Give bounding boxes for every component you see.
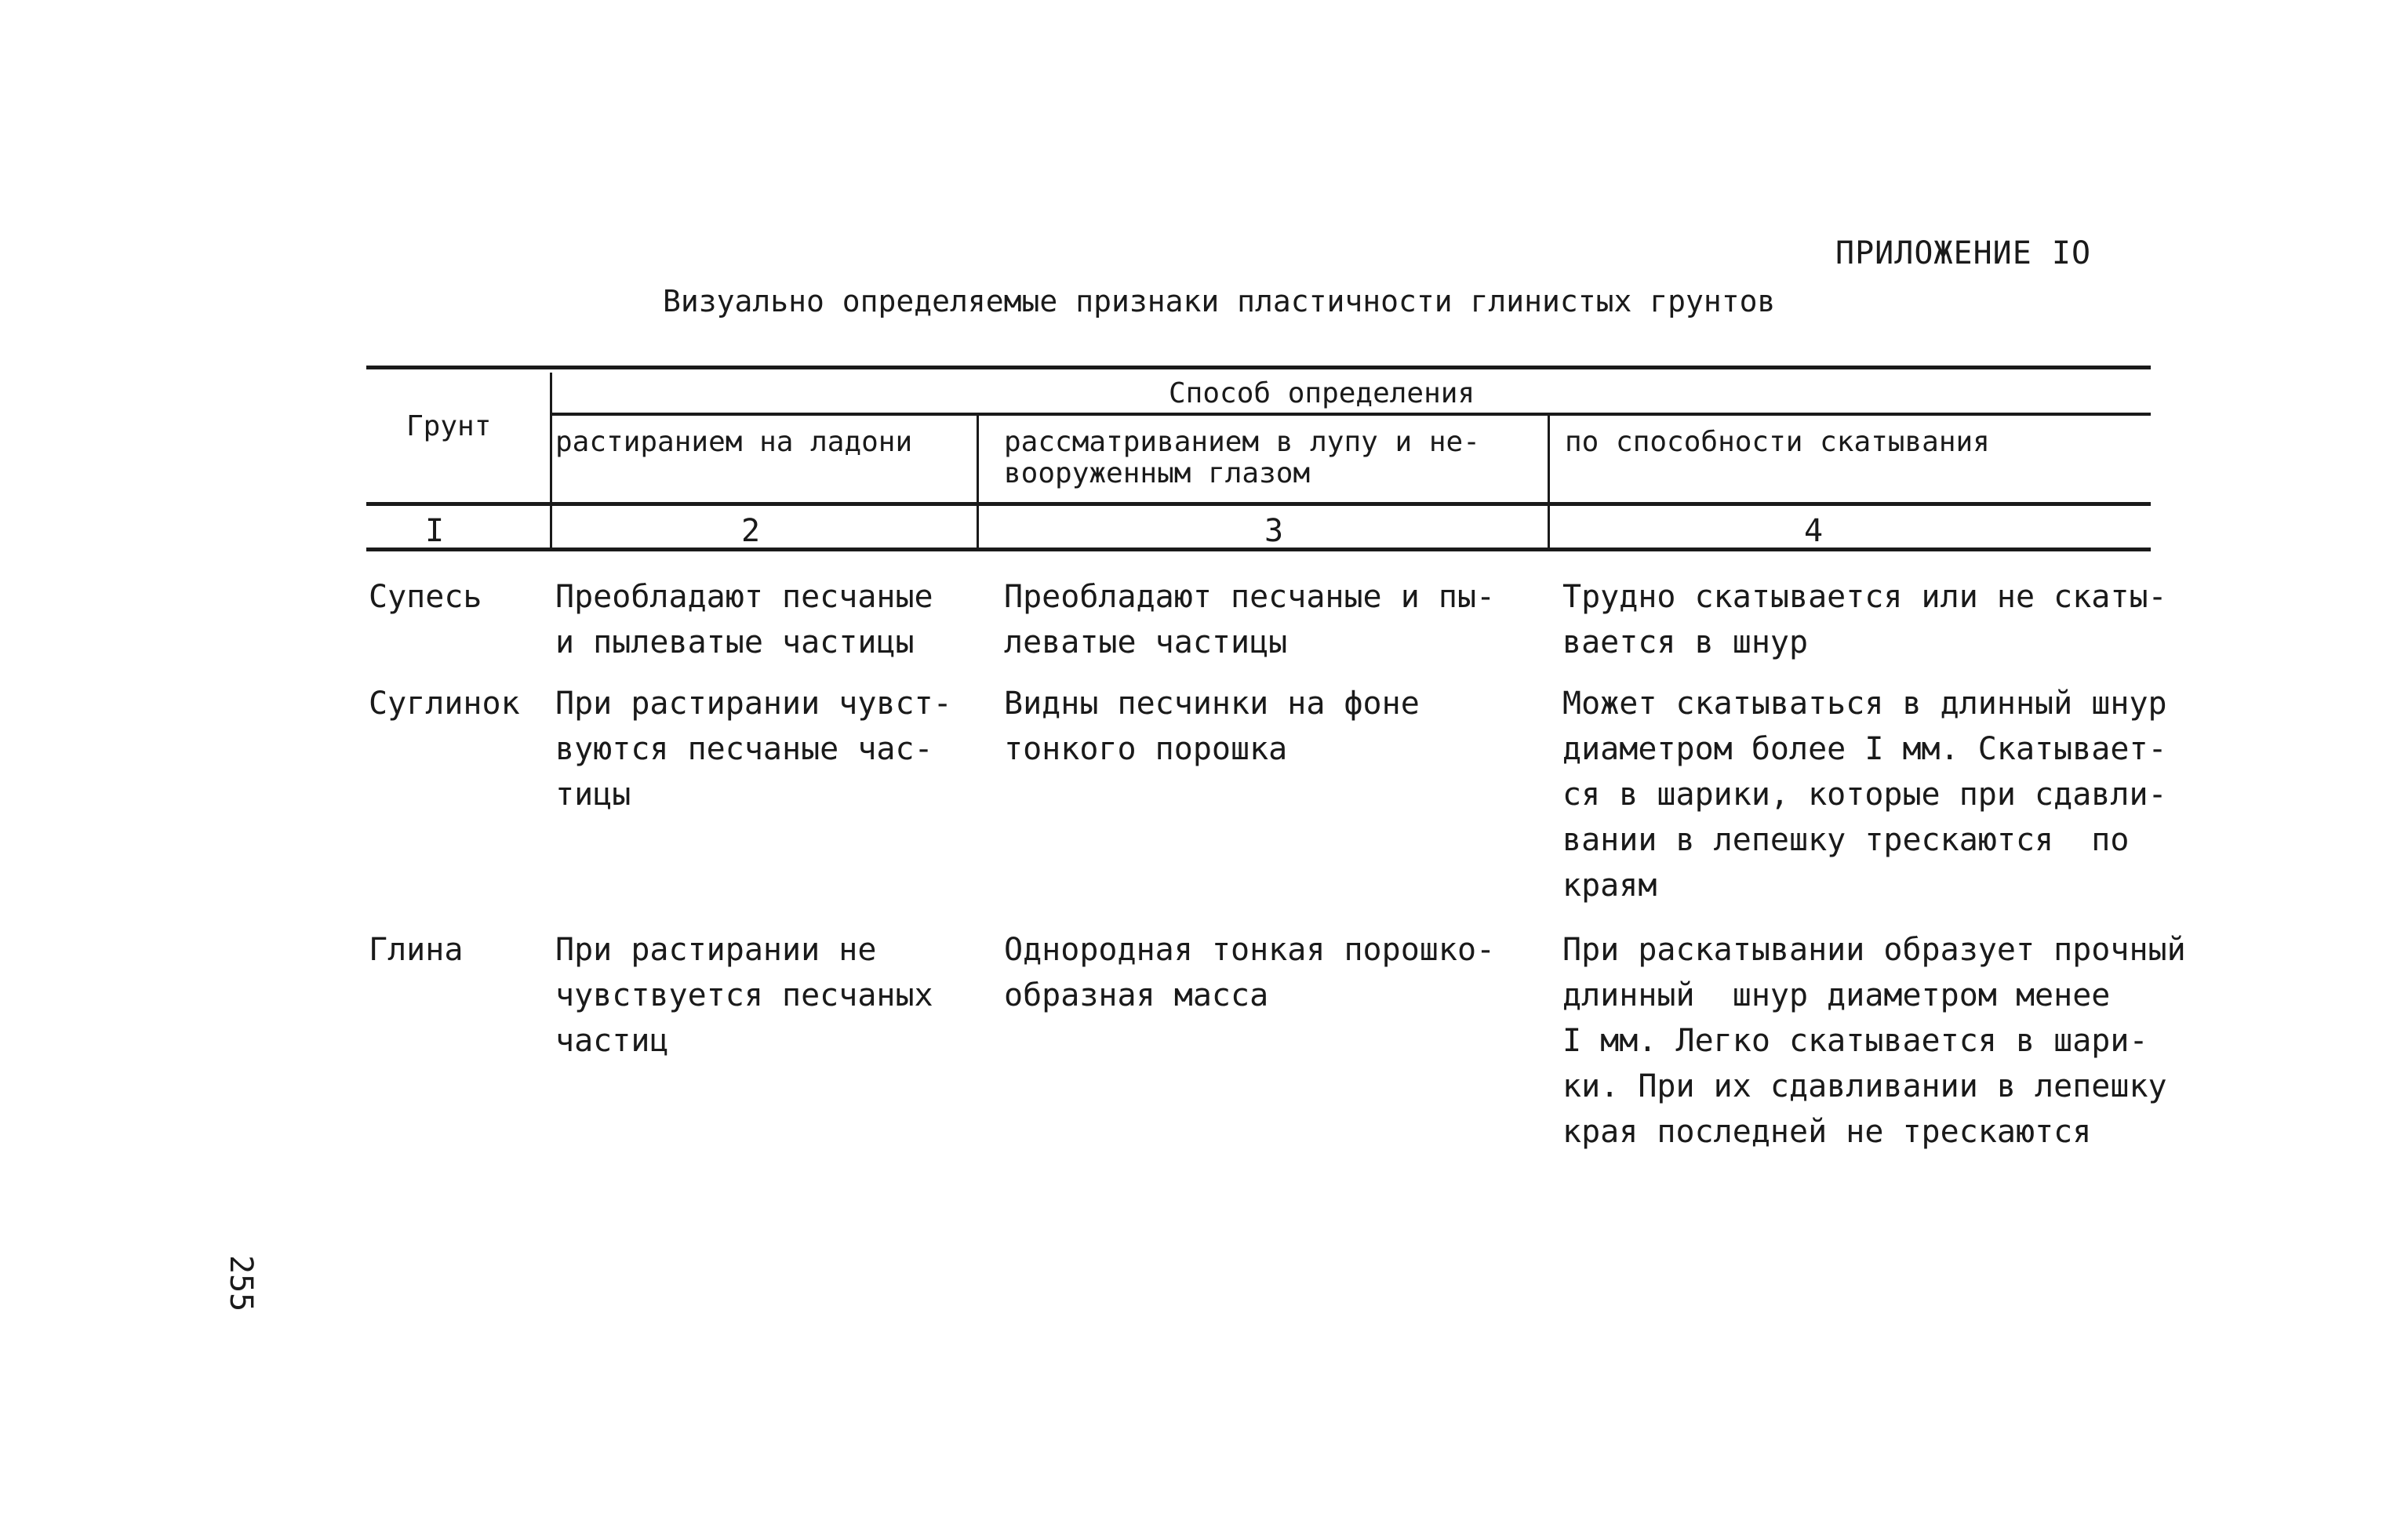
column-divider-3: [1548, 416, 1550, 549]
header-magnifier: рассматриванием в лупу и не- вооруженным глазом: [1004, 426, 1480, 489]
table-row-3-soil: Глина: [369, 932, 464, 968]
header-rubbing: растиранием на ладони: [555, 426, 913, 458]
table-row-2-soil: Суглинок: [369, 686, 520, 722]
table-row-1-rolling: Трудно скатывается или не скаты- вается в шнур: [1562, 579, 2167, 660]
table-row-1-magnifier: Преобладают песчаные и пы- леватые частицы: [1004, 579, 1496, 660]
column-numbers-rule: [366, 548, 2151, 551]
table-row-2-rolling: Может скатываться в длинный шнур диаметром более I мм. Скатывает- ся в шарики, которые при сдавли- вании в лепешку трескаются по краям: [1562, 686, 2167, 904]
appendix-label: ПРИЛОЖЕНИЕ IO: [1835, 235, 2092, 271]
column-number-1: I: [425, 513, 445, 549]
header-group-rule: [550, 413, 2151, 416]
table-row-1-soil: Супесь: [369, 579, 482, 615]
table-row-2-magnifier: Видны песчинки на фоне тонкого порошка: [1004, 686, 1420, 767]
table-row-3-magnifier: Однородная тонкая порошко- образная масса: [1004, 932, 1496, 1013]
table-row-3-rolling: При раскатывании образует прочный длинный шнур диаметром менее I мм. Легко скатывается в шари- ки. При их сдавливании в лепешку края последней не трескаются: [1562, 932, 2186, 1150]
column-number-4: 4: [1804, 513, 1824, 549]
column-divider-1: [550, 373, 552, 549]
header-method-group: Способ определения: [1169, 377, 1475, 409]
table-row-3-rubbing: При растирании не чувствуется песчаных частиц: [555, 932, 933, 1059]
page-number: 255: [223, 1255, 259, 1312]
column-divider-2: [977, 416, 979, 549]
column-number-2: 2: [741, 513, 761, 549]
header-bottom-rule: [366, 502, 2151, 506]
table-row-1-rubbing: Преобладают песчаные и пылеватые частицы: [555, 579, 933, 660]
header-rolling: по способности скатывания: [1565, 426, 1990, 458]
column-number-3: 3: [1264, 513, 1284, 549]
table-top-rule: [366, 366, 2151, 369]
table-row-2-rubbing: При растирании чувст- вуются песчаные час- тицы: [555, 686, 952, 813]
document-title: Визуально определяемые признаки пластичности глинистых грунтов: [663, 284, 1776, 318]
header-soil: Грунт: [406, 410, 492, 442]
